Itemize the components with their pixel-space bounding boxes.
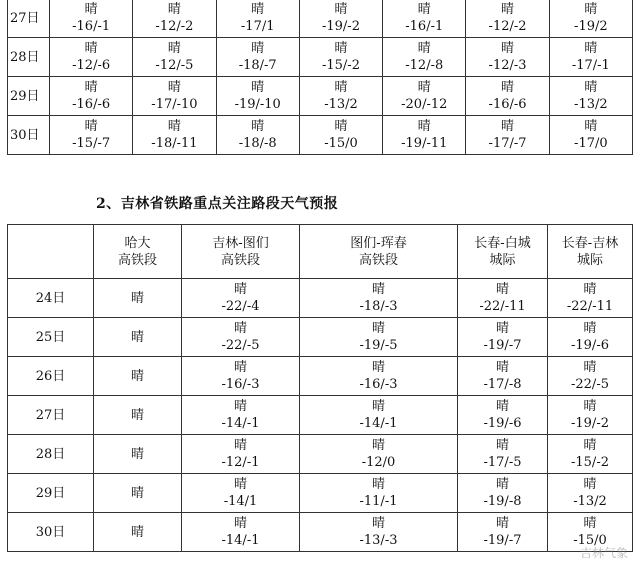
- table-row: [8, 77, 633, 116]
- table-row: [8, 279, 633, 318]
- forecast-cell: [548, 474, 633, 513]
- forecast-cell: [466, 77, 549, 116]
- weather-text: 晴: [334, 2, 348, 17]
- weather-text: 晴: [495, 282, 509, 297]
- forecast-cell: [299, 0, 382, 38]
- header-row: [8, 225, 633, 279]
- watermark: 吉林气象: [579, 546, 628, 560]
- forecast-cell: [182, 279, 300, 318]
- forecast-cell: [50, 38, 133, 77]
- forecast-cell: [549, 0, 632, 38]
- temperature-range: -13/2: [573, 494, 607, 509]
- weather-text: 晴: [583, 399, 597, 414]
- weather-text: 晴: [84, 119, 98, 134]
- table-row: [8, 474, 633, 513]
- temperature-range: -19/-11: [401, 136, 448, 151]
- weather-text: 晴: [233, 516, 247, 531]
- weather-text: 晴: [371, 282, 385, 297]
- temperature-range: -12/-8: [405, 58, 444, 73]
- table-row: [8, 0, 633, 38]
- temperature-range: -17/1: [240, 19, 275, 34]
- temperature-range: -16/-1: [72, 19, 111, 34]
- temperature-range: -19/-6: [571, 338, 609, 353]
- weather-text: 晴: [371, 360, 385, 375]
- date-cell: 30日: [8, 513, 94, 552]
- hada-weather-cell: 晴: [94, 357, 182, 396]
- forecast-cell: [182, 318, 300, 357]
- temperature-range: -12/-6: [72, 58, 111, 73]
- forecast-cell: [299, 38, 382, 77]
- table-row: [8, 357, 633, 396]
- forecast-cell: [549, 116, 632, 155]
- forecast-cell: [133, 0, 216, 38]
- weather-text: 晴: [251, 41, 265, 56]
- weather-text: 晴: [334, 41, 348, 56]
- temperature-range: -12/-2: [488, 19, 527, 34]
- hada-weather-cell: 晴: [94, 435, 182, 474]
- temperature-range: -17/-5: [483, 455, 522, 470]
- column-header: 吉林-图们 高铁段: [182, 225, 300, 279]
- weather-text: 晴: [233, 438, 247, 453]
- weather-text: 晴: [167, 80, 181, 95]
- temperature-range: -19/-5: [359, 338, 398, 353]
- temperature-range: -18/-3: [359, 299, 398, 314]
- temperature-range: -14/-1: [221, 416, 260, 431]
- forecast-cell: [466, 38, 549, 77]
- forecast-cell: [548, 357, 633, 396]
- weather-text: 晴: [495, 399, 509, 414]
- weather-text: 晴: [417, 2, 431, 17]
- forecast-cell: [182, 474, 300, 513]
- weather-text: 晴: [495, 321, 509, 336]
- date-cell: 27日: [8, 0, 50, 38]
- weather-text: 晴: [84, 2, 98, 17]
- weather-text: 晴: [495, 438, 509, 453]
- temperature-range: -14/-1: [221, 533, 260, 548]
- column-header: 长春-吉林 城际: [548, 225, 633, 279]
- weather-text: 晴: [583, 477, 597, 492]
- temperature-range: -13/2: [324, 97, 358, 112]
- temperature-range: -15/0: [324, 136, 358, 151]
- weather-text: 晴: [583, 438, 597, 453]
- forecast-cell: [458, 318, 548, 357]
- forecast-cell: [300, 357, 458, 396]
- forecast-cell: [458, 435, 548, 474]
- temperature-range: -12/0: [361, 455, 396, 470]
- weather-text: 晴: [501, 119, 515, 134]
- forecast-cell: [50, 0, 133, 38]
- weather-text: 晴: [495, 477, 509, 492]
- column-header: 图们-珲春 高铁段: [300, 225, 458, 279]
- forecast-cell: [133, 77, 216, 116]
- forecast-cell: [548, 435, 633, 474]
- section-heading: 2、吉林省铁路重点关注路段天气预报: [96, 196, 339, 212]
- temperature-range: -12/-2: [155, 19, 194, 34]
- forecast-cell: [300, 396, 458, 435]
- date-cell: 24日: [8, 279, 94, 318]
- hada-weather-cell: 晴: [94, 474, 182, 513]
- forecast-cell: [383, 116, 466, 155]
- weather-text: 晴: [584, 80, 598, 95]
- temperature-range: -13/2: [574, 97, 608, 112]
- temperature-range: -16/-6: [72, 97, 111, 112]
- weather-text: 晴: [584, 41, 598, 56]
- temperature-range: -19/-8: [483, 494, 522, 509]
- date-cell: 28日: [8, 38, 50, 77]
- forecast-cell: [300, 474, 458, 513]
- weather-text: 晴: [495, 360, 509, 375]
- date-cell: 26日: [8, 357, 94, 396]
- forecast-cell: [466, 0, 549, 38]
- date-cell: 27日: [8, 396, 94, 435]
- date-cell: 29日: [8, 474, 94, 513]
- weather-text: 晴: [583, 360, 597, 375]
- railway-forecast-table: [7, 224, 633, 552]
- temperature-range: -22/-11: [566, 299, 614, 314]
- temperature-range: -22/-5: [571, 377, 609, 392]
- table-row: [8, 513, 633, 552]
- corner-cell: [8, 225, 94, 279]
- date-cell: 28日: [8, 435, 94, 474]
- weather-text: 晴: [583, 282, 597, 297]
- weather-text: 晴: [233, 360, 247, 375]
- temperature-range: -17/-10: [151, 97, 198, 112]
- city-forecast-table: [7, 0, 633, 155]
- forecast-cell: [216, 77, 299, 116]
- temperature-range: -19/-10: [234, 97, 281, 112]
- temperature-range: -15/0: [573, 533, 607, 548]
- forecast-cell: [300, 435, 458, 474]
- forecast-cell: [182, 357, 300, 396]
- temperature-range: -12/-1: [221, 455, 260, 470]
- weather-text: 晴: [334, 119, 348, 134]
- temperature-range: -19/-2: [321, 19, 360, 34]
- weather-text: 晴: [167, 41, 181, 56]
- forecast-cell: [458, 474, 548, 513]
- forecast-cell: [549, 77, 632, 116]
- forecast-cell: [383, 0, 466, 38]
- weather-text: 晴: [583, 516, 597, 531]
- forecast-cell: [383, 38, 466, 77]
- forecast-cell: [133, 38, 216, 77]
- forecast-cell: [458, 513, 548, 552]
- forecast-cell: [182, 435, 300, 474]
- temperature-range: -16/-1: [405, 19, 444, 34]
- forecast-cell: [548, 396, 633, 435]
- temperature-range: -11/-1: [359, 494, 398, 509]
- table-row: [8, 318, 633, 357]
- weather-text: 晴: [501, 2, 515, 17]
- temperature-range: -17/0: [574, 136, 608, 151]
- weather-text: 晴: [417, 41, 431, 56]
- temperature-range: -19/-7: [483, 338, 522, 353]
- temperature-range: -17/-7: [488, 136, 527, 151]
- weather-text: 晴: [584, 2, 598, 17]
- table-row: [8, 116, 633, 155]
- weather-text: 晴: [501, 41, 515, 56]
- temperature-range: -12/-3: [488, 58, 527, 73]
- forecast-cell: [383, 77, 466, 116]
- weather-text: 晴: [84, 80, 98, 95]
- weather-text: 晴: [84, 41, 98, 56]
- temperature-range: -13/-3: [359, 533, 398, 548]
- forecast-cell: [466, 116, 549, 155]
- forecast-cell: [216, 0, 299, 38]
- forecast-cell: [182, 513, 300, 552]
- weather-text: 晴: [417, 80, 431, 95]
- temperature-range: -17/-8: [483, 377, 522, 392]
- temperature-range: -19/-2: [571, 416, 609, 431]
- forecast-cell: [458, 279, 548, 318]
- table-row: [8, 435, 633, 474]
- weather-text: 晴: [251, 119, 265, 134]
- temperature-range: -18/-7: [238, 58, 277, 73]
- weather-text: 晴: [233, 399, 247, 414]
- temperature-range: -19/2: [574, 19, 608, 34]
- weather-text: 晴: [584, 119, 598, 134]
- forecast-cell: [458, 396, 548, 435]
- forecast-cell: [50, 77, 133, 116]
- weather-text: 晴: [371, 438, 385, 453]
- temperature-range: -15/-2: [571, 455, 609, 470]
- forecast-cell: [133, 116, 216, 155]
- hada-weather-cell: 晴: [94, 279, 182, 318]
- weather-text: 晴: [233, 282, 247, 297]
- temperature-range: -12/-5: [155, 58, 194, 73]
- hada-weather-cell: 晴: [94, 513, 182, 552]
- weather-text: 晴: [371, 516, 385, 531]
- hada-weather-cell: 晴: [94, 396, 182, 435]
- weather-text: 晴: [334, 80, 348, 95]
- date-cell: 30日: [8, 116, 50, 155]
- temperature-range: -16/-3: [359, 377, 398, 392]
- table-row: [8, 396, 633, 435]
- forecast-cell: [300, 513, 458, 552]
- temperature-range: -18/-8: [238, 136, 277, 151]
- weather-text: 晴: [583, 321, 597, 336]
- temperature-range: -15/-2: [321, 58, 360, 73]
- weather-text: 晴: [371, 399, 385, 414]
- temperature-range: -17/-1: [571, 58, 610, 73]
- temperature-range: -16/-6: [488, 97, 527, 112]
- temperature-range: -15/-7: [72, 136, 111, 151]
- weather-text: 晴: [417, 119, 431, 134]
- weather-text: 晴: [167, 119, 181, 134]
- forecast-cell: [50, 116, 133, 155]
- weather-text: 晴: [233, 477, 247, 492]
- weather-text: 晴: [233, 321, 247, 336]
- forecast-cell: [548, 318, 633, 357]
- weather-text: 晴: [495, 516, 509, 531]
- weather-text: 晴: [167, 2, 181, 17]
- temperature-range: -18/-11: [151, 136, 198, 151]
- temperature-range: -14/1: [223, 494, 258, 509]
- forecast-cell: [549, 38, 632, 77]
- forecast-cell: [548, 279, 633, 318]
- date-cell: 25日: [8, 318, 94, 357]
- forecast-cell: [216, 38, 299, 77]
- column-header: 哈大 高铁段: [94, 225, 182, 279]
- weather-text: 晴: [251, 80, 265, 95]
- weather-text: 晴: [251, 2, 265, 17]
- weather-text: 晴: [501, 80, 515, 95]
- column-header: 长春-白城 城际: [458, 225, 548, 279]
- temperature-range: -19/-7: [483, 533, 522, 548]
- temperature-range: -14/-1: [359, 416, 398, 431]
- forecast-cell: [458, 357, 548, 396]
- temperature-range: -19/-6: [483, 416, 522, 431]
- temperature-range: -20/-12: [401, 97, 448, 112]
- forecast-cell: [300, 318, 458, 357]
- forecast-cell: [299, 77, 382, 116]
- table-row: [8, 38, 633, 77]
- forecast-cell: [300, 279, 458, 318]
- weather-text: 晴: [371, 321, 385, 336]
- temperature-range: -22/-5: [221, 338, 260, 353]
- hada-weather-cell: 晴: [94, 318, 182, 357]
- weather-text: 晴: [371, 477, 385, 492]
- temperature-range: -16/-3: [221, 377, 260, 392]
- forecast-cell: [216, 116, 299, 155]
- forecast-cell: [182, 396, 300, 435]
- temperature-range: -22/-11: [479, 299, 526, 314]
- temperature-range: -22/-4: [221, 299, 260, 314]
- forecast-cell: [299, 116, 382, 155]
- date-cell: 29日: [8, 77, 50, 116]
